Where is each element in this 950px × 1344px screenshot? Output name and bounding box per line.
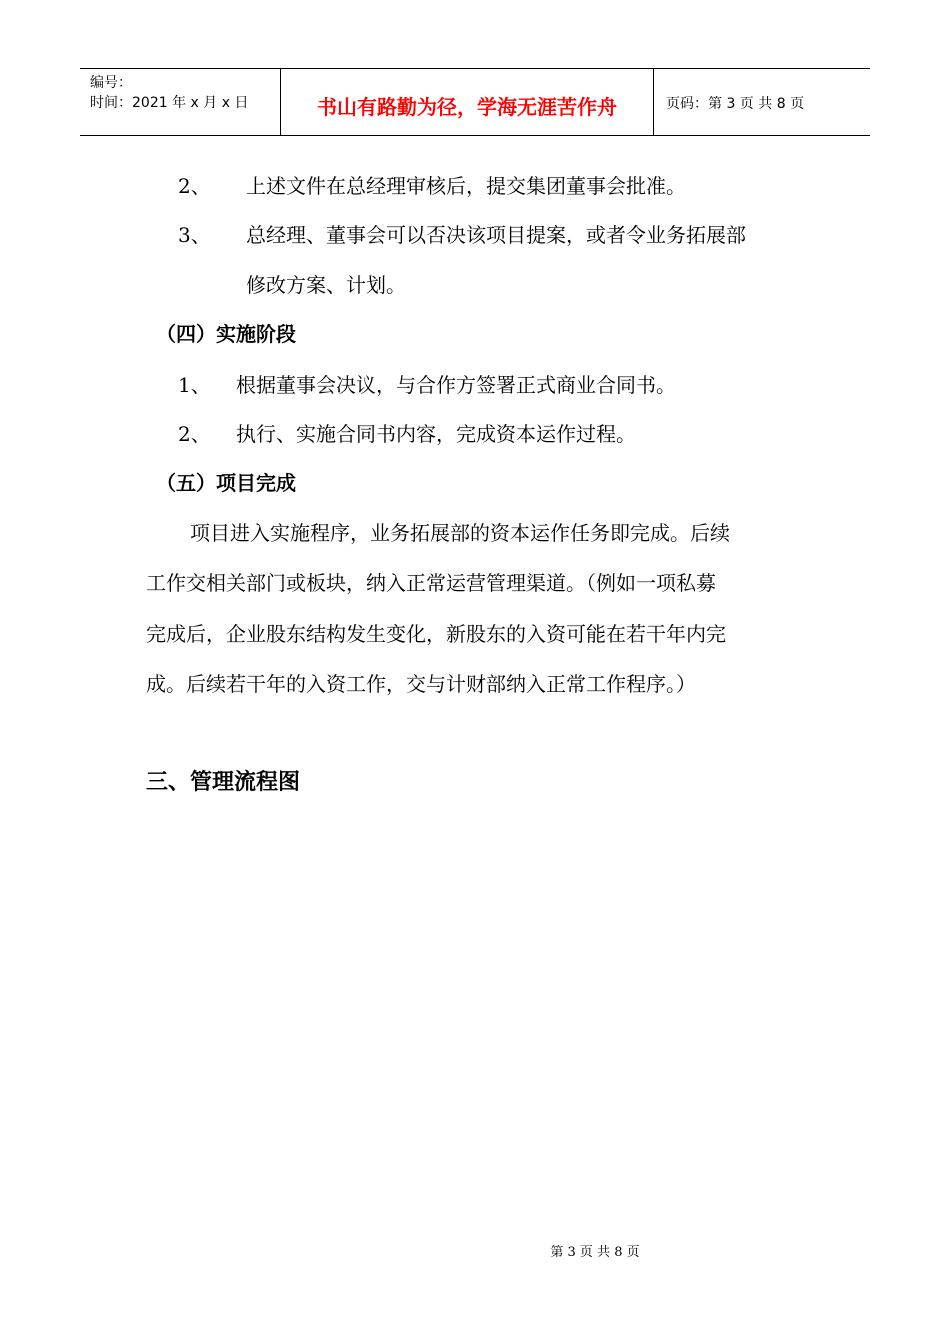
- header-meta-cell: [80, 69, 281, 135]
- document-header: [80, 68, 870, 136]
- step-text: 上述文件在总经理审核后，提交集团董事会批准。: [246, 174, 686, 198]
- step-text-continuation: 修改方案、计划。: [246, 273, 406, 297]
- paragraph-line: 工作交相关部门或板块，纳入正常运营管理渠道。（例如一项私募: [146, 571, 716, 595]
- page-footer: [0, 1244, 950, 1262]
- step-number: 2、: [178, 174, 211, 198]
- list-item-number: 2、: [178, 422, 211, 446]
- section-four-heading: （四）实施阶段: [156, 322, 296, 346]
- footer-page-number: 第 3 页 共 8 页: [550, 1245, 640, 1260]
- list-item-number: 1、: [178, 373, 211, 397]
- section-three-heading: 三、管理流程图: [146, 770, 301, 795]
- section-five-heading: （五）项目完成: [156, 471, 296, 495]
- serial-number-label: 编号：: [90, 75, 132, 91]
- header-motto-cell: [281, 69, 654, 135]
- list-item-text: 执行、实施合同书内容，完成资本运作过程。: [236, 422, 636, 446]
- step-text: 总经理、董事会可以否决该项目提案，或者令业务拓展部: [246, 223, 746, 247]
- header-page-cell: [654, 69, 870, 135]
- paragraph-line: 完成后，企业股东结构发生变化，新股东的入资可能在若干年内完: [146, 622, 726, 646]
- step-number: 3、: [178, 223, 211, 247]
- header-page-info: 页码：第 3 页 共 8 页: [666, 96, 805, 112]
- paragraph-line: 成。后续若干年的入资工作，交与计财部纳入正常工作程序。）: [146, 672, 696, 696]
- date-label: 时间：2021 年 x 月 x 日: [90, 95, 249, 111]
- motto-text: 书山有路勤为径，学海无涯苦作舟: [317, 94, 617, 119]
- paragraph-line: 项目进入实施程序，业务拓展部的资本运作任务即完成。后续: [190, 521, 730, 545]
- list-item-text: 根据董事会决议，与合作方签署正式商业合同书。: [236, 373, 676, 397]
